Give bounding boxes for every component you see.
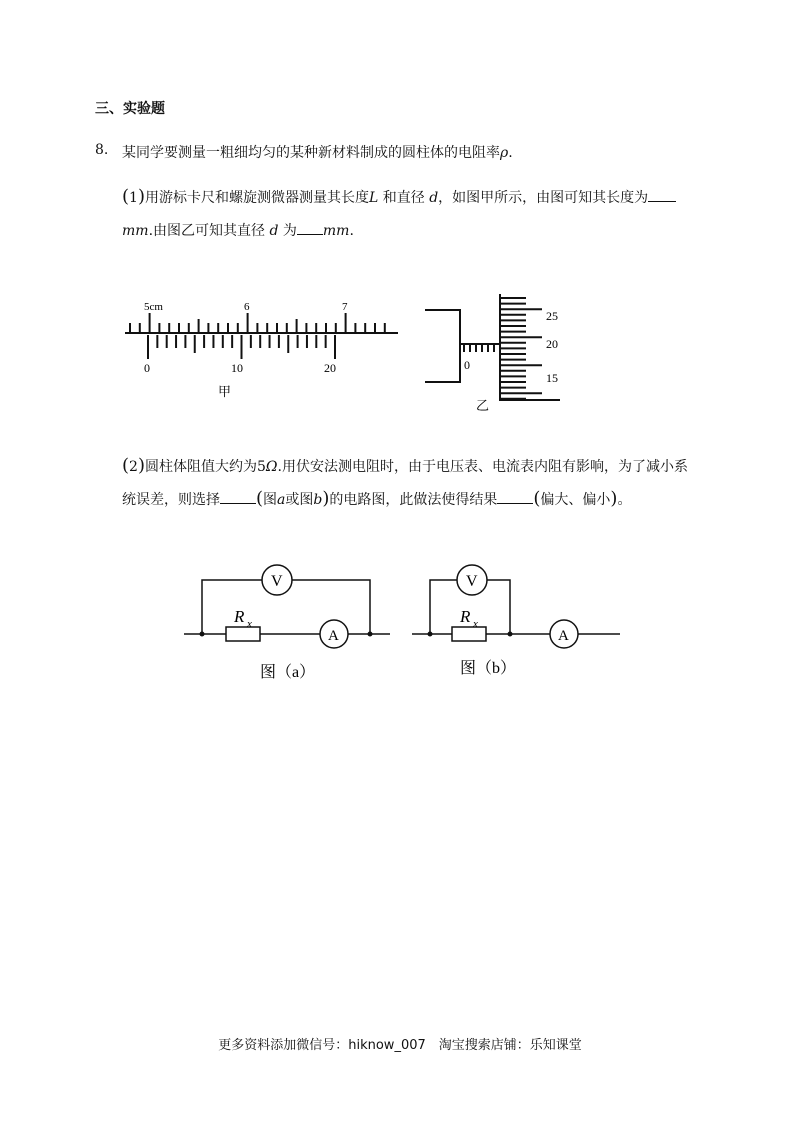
- section-title: 三、实验题: [95, 101, 165, 117]
- part2-line1: (2)圆柱体阻值大约为5Ω.用伏安法测电阻时，由于电压表、电流表内阻有影响，为了减小系: [122, 455, 688, 476]
- circuit-b-resistor: [452, 627, 486, 641]
- circuit-a-ammeter-label: A: [328, 628, 339, 644]
- caliper-caption: 甲: [218, 384, 232, 399]
- circuit-b-caption: 图（b）: [460, 660, 517, 677]
- circuit-a-node: [368, 632, 373, 637]
- caliper-vernier-scale: [148, 335, 335, 359]
- caliper-label-7: 7: [342, 301, 348, 313]
- circuit-a-caption: 图（a）: [260, 664, 316, 681]
- part2-line2: 统误差，则选择 (图a或图b)的电路图，此做法使得结果 (偏大、偏小)。: [122, 488, 632, 509]
- circuit-b-node: [428, 632, 433, 637]
- part1-line2: mm.由图乙可知其直径 d 为 mm.: [122, 223, 354, 239]
- circuit-b-node: [508, 632, 513, 637]
- sleeve-label-0: 0: [464, 358, 470, 372]
- micrometer-sleeve: [460, 344, 500, 352]
- micrometer-frame: [425, 310, 460, 382]
- circuit-b-wires: [412, 580, 620, 634]
- circuit-b-resistor-label: R: [460, 607, 471, 626]
- thimble-label-20: 20: [546, 337, 558, 351]
- circuit-a-resistor-label: R: [234, 607, 245, 626]
- circuit-b-resistor-sub: x: [473, 618, 478, 630]
- part2-label: 2: [129, 459, 138, 475]
- vernier-label-0: 0: [144, 361, 150, 375]
- micrometer-figure: [418, 290, 578, 415]
- thimble-label-15: 15: [546, 371, 558, 385]
- vernier-label-10: 10: [231, 361, 243, 375]
- thimble-label-25: 25: [546, 309, 558, 323]
- circuit-a-resistor-sub: x: [247, 618, 252, 630]
- caliper-main-scale: [125, 313, 398, 333]
- caliper-label-6: 6: [244, 301, 250, 313]
- vernier-caliper-figure: [120, 292, 405, 402]
- circuit-b-figure: [410, 560, 625, 690]
- answer-blank-circuit[interactable]: [220, 491, 256, 504]
- circuit-a-resistor: [226, 627, 260, 641]
- circuit-b-ammeter-label: A: [558, 628, 569, 644]
- circuit-a-figure: [180, 560, 395, 690]
- part1-label: 1: [129, 190, 138, 206]
- question-stem: 某同学要测量一粗细均匀的某种新材料制成的圆柱体的电阻率ρ.: [122, 145, 513, 161]
- vernier-label-20: 20: [324, 361, 336, 375]
- circuit-a-node: [200, 632, 205, 637]
- circuit-a-voltmeter-label: V: [271, 573, 283, 590]
- caliper-label-5cm: 5cm: [144, 301, 163, 313]
- micrometer-caption: 乙: [476, 398, 490, 413]
- part1-line1: (1)用游标卡尺和螺旋测微器测量其长度L 和直径 d，如图甲所示，由图可知其长度为: [122, 187, 676, 207]
- answer-blank-length[interactable]: [648, 189, 676, 202]
- footer-note: 更多资料添加微信号：hiknow_007 淘宝搜索店铺：乐知课堂: [218, 1038, 582, 1053]
- answer-blank-diameter[interactable]: [297, 222, 323, 235]
- question-number: 8.: [95, 142, 109, 158]
- answer-blank-result[interactable]: [497, 491, 533, 504]
- circuit-b-voltmeter-label: V: [466, 573, 478, 590]
